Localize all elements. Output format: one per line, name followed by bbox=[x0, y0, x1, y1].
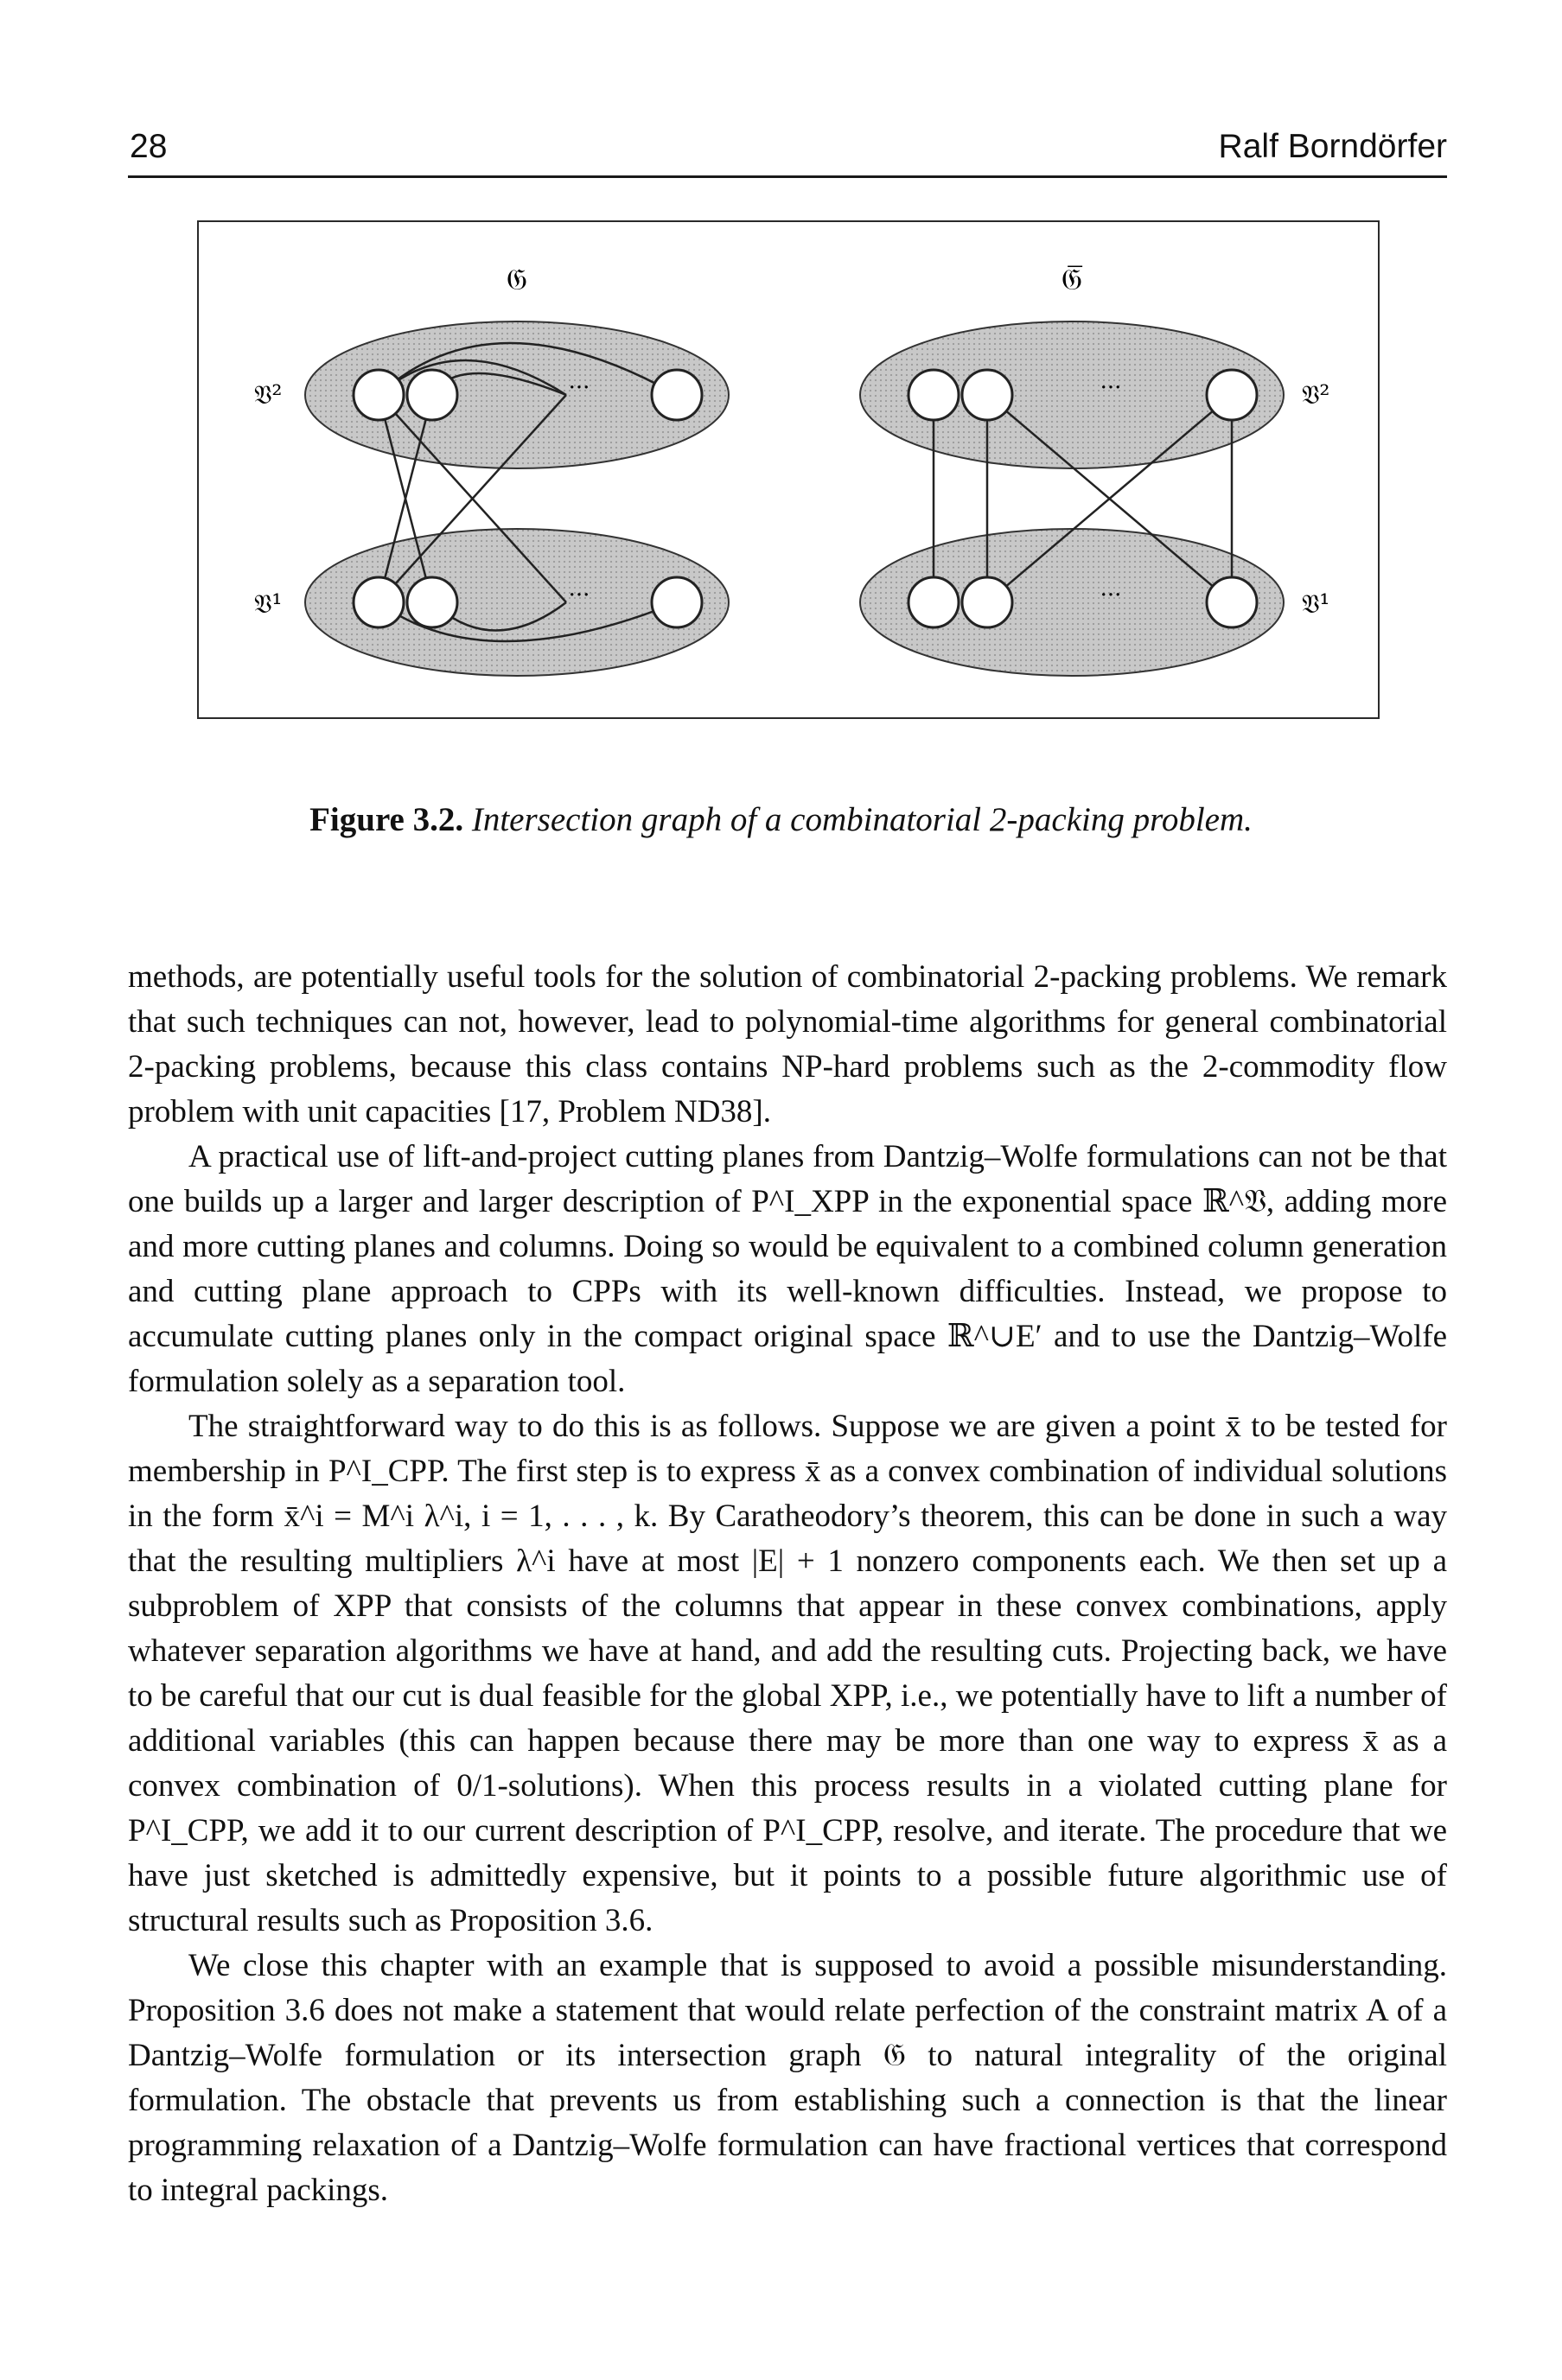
node bbox=[354, 577, 404, 627]
left-graph-label: 𝔊 bbox=[506, 263, 528, 297]
paragraph: We close this chapter with an example that is supposed to avoid a possible misunderstanding. Proposition 3.6 does not make a statement that would relate perfection of the constraint matrix A of a Dantzig–Wolfe formulation or its intersection graph 𝔊 to natural integrality of the original formulation. The obstacle that prevents us from establishing such a connection is that the linear programming relaxation of a Dantzig–Wolfe formulation can have fractional vertices that correspond to integral packings. bbox=[128, 1948, 1447, 2208]
intersection-graph-figure bbox=[199, 222, 1381, 721]
ellipsis: ··· bbox=[1100, 582, 1122, 608]
node bbox=[962, 577, 1012, 627]
figure-caption bbox=[0, 800, 1562, 839]
ellipsis: ··· bbox=[568, 582, 590, 608]
ellipsis: ··· bbox=[568, 375, 590, 401]
right-graph-label: 𝔊̅ bbox=[1061, 263, 1083, 297]
node bbox=[1207, 370, 1257, 420]
node bbox=[909, 370, 959, 420]
page-number: 28 bbox=[130, 128, 168, 165]
paragraph: A practical use of lift-and-project cutting planes from Dantzig–Wolfe formulations can not be that one builds up a larger and larger description of P^I_XPP in the exponential space ℝ^𝔙, adding more and more cutting planes and columns. Doing so would be equivalent to a combined column generation and cutting plane approach to CPPs with its well-known difficulties. Instead, we propose to accumulate cutting planes only in the compact original space ℝ^∪E′ and to use the Dantzig–Wolfe formulation solely as a separation tool. bbox=[128, 1139, 1447, 1399]
node bbox=[354, 370, 404, 420]
caption-text: Intersection graph of a combinatorial 2-packing problem. bbox=[471, 801, 1253, 838]
left-v2-label: 𝔙² bbox=[253, 380, 283, 410]
node bbox=[652, 577, 702, 627]
body-text bbox=[128, 955, 1447, 2213]
paragraph: methods, are potentially useful tools for the solution of combinatorial 2-packing problems. We remark that such techniques can not, however, lead to polynomial-time algorithms for general combinatorial 2-packing problems, because this class contains NP-hard problems such as the 2-commodity flow problem with unit capacities [17, Problem ND38]. bbox=[128, 959, 1447, 1130]
node bbox=[407, 577, 457, 627]
node bbox=[1207, 577, 1257, 627]
node bbox=[407, 370, 457, 420]
node bbox=[962, 370, 1012, 420]
node bbox=[909, 577, 959, 627]
right-v1-label: 𝔙¹ bbox=[1301, 589, 1330, 620]
paragraph: The straightforward way to do this is as follows. Suppose we are given a point x̄ to be tested for membership in P^I_CPP. The first step is to express x̄ as a convex combination of individual solutions in the form x̄^i = M^i λ^i, i = 1, . . . , k. By Caratheodory’s theorem, this can be done in such a way that the resulting multipliers λ^i have at most |E| + 1 nonzero components each. We then set up a subproblem of XPP that consists of the columns that appear in these convex combinations, apply whatever separation algorithms we have at hand, and add the resulting cuts. Projecting back, we have to be careful that our cut is dual feasible for the global XPP, i.e., we potentially have to lift a number of additional variables (this can happen because there may be more than one way to express x̄ as a convex combination of 0/1-solutions). When this process results in a violated cutting plane for P^I_CPP, we add it to our current description of P^I_CPP, resolve, and iterate. The procedure that we have just sketched is admittedly expensive, but it points to a possible future algorithmic use of structural results such as Proposition 3.6. bbox=[128, 1409, 1447, 1938]
left-graph bbox=[305, 321, 729, 676]
left-v1-label: 𝔙¹ bbox=[253, 589, 283, 620]
figure-box bbox=[197, 220, 1380, 719]
right-graph bbox=[860, 321, 1284, 676]
header-rule bbox=[128, 175, 1447, 178]
right-v2-label: 𝔙² bbox=[1301, 380, 1330, 410]
ellipsis: ··· bbox=[1100, 375, 1122, 401]
running-head-author: Ralf Borndörfer bbox=[1218, 128, 1447, 165]
node bbox=[652, 370, 702, 420]
page-header bbox=[128, 119, 1447, 171]
caption-label: Figure 3.2. bbox=[309, 801, 464, 838]
